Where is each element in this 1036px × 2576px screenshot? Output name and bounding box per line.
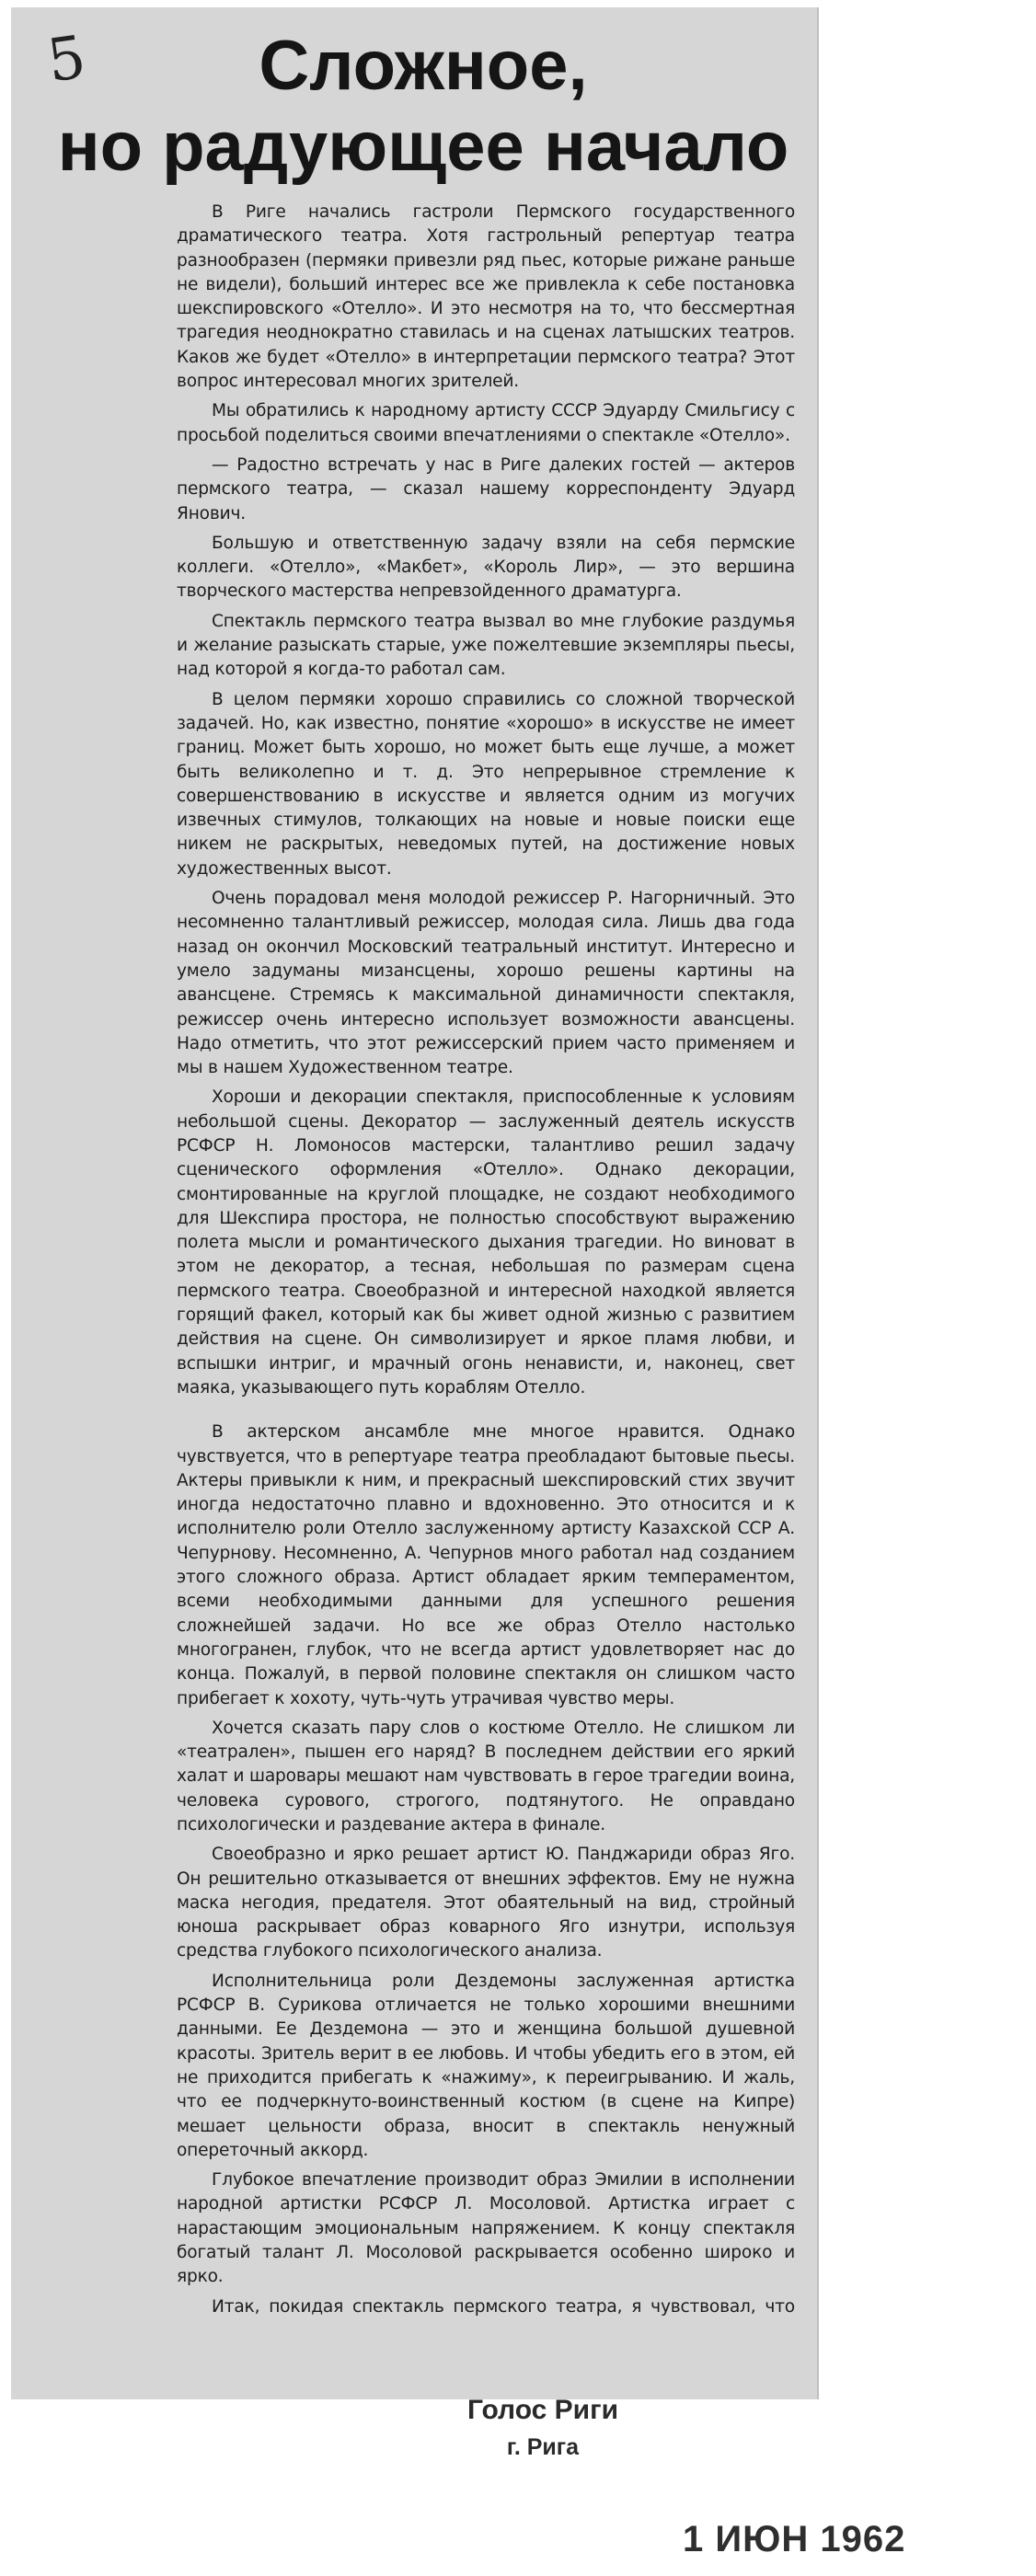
article-paragraph: Хочется сказать пару слов о костюме Отелло. Не слишком ли «театрален», пышен его наряд? В последнем действии его яркий халат и шаровары мешают нам чувствовать в герое трагедии воина, человека сурового, строгого, подтянутого. Не оправдано психологически и раздевание актера в финале. [177,1718,795,1834]
article-paragraph: В Риге начались гастроли Пермского государственного драматического театра. Хотя гастрольный репертуар театра разнообразен (пермяки привезли ряд пьес, которые рижане раньше не видели), больший интерес все же привлекла к себе постановка шекспировского «Отелло». И это несмотря на то, что бессмертная трагедия неоднократно ставилась и на сценах латышских театров. Каков же будет «Отелло» в интерпретации пермского театра? Этот вопрос интересовал многих зрителей. [177,202,795,392]
article-paragraph: Мы обратились к народному артисту СССР Эдуарду Смильгису с просьбой поделиться своими впечатлениями о спектакле «Отелло». [177,401,795,445]
article-paragraph: Исполнительница роли Дездемоны заслуженная артистка РСФСР В. Сурикова отличается не только хорошими внешними данными. Ее Дездемона — это и женщина большой душевной красоты. Зритель верит в ее любовь. И чтобы убедить его в этом, ей не приходится прибегать к «нажиму», к переигрыванию. И жаль, что ее подчеркнуто-воинственный костюм (в сцене на Кипре) мешает цельности образа, вносит в спектакль ненужный опереточный аккорд. [177,1971,795,2160]
article-headline [29,23,817,188]
article-body [177,201,795,2317]
article-paragraph: Своеобразно и ярко решает артист Ю. Панджариди образ Яго. Он решительно отказывается от внешних эффектов. Ему не нужна маска негодия, предателя. Этот обаятельный на вид, стройный юноша раскрывает образ коварного Яго изнутри, используя средства глубокого психологического анализа. [177,1845,795,1961]
newspaper-clipping [11,7,819,2399]
article-paragraph: Спектакль пермского театра вызвал во мне глубокие раздумья и желание разыскать старые, уже пожелтевшие экземпляры пьесы, над которой я когда-то работал сам. [177,611,795,680]
article-paragraph: Итак, покидая спектакль пермского театра, я чувствовал, что [212,2296,795,2317]
newspaper-source [405,2392,681,2466]
article-paragraph: В целом пермяки хорошо справились со сложной творческой задачей. Но, как известно, понятие «хорошо» в искусстве не имеет границ. Может быть хорошо, но может быть еще лучше, а может быть великолепно и т. д. Это непрерывное стремление к совершенствованию в искусстве и является одним из могучих извечных стимулов, толкающих на новые и новые поиски еще никем не раскрытых, неведомых путей, на достижение новых художественных высот. [177,689,795,879]
article-paragraph: Большую и ответственную задачу взяли на себя пермские коллеги. «Отелло», «Макбет», «Король Лир», — это вершина творческого мастерства непревзойденного драматурга. [177,533,795,602]
article-paragraph: Глубокое впечатление производит образ Эмилии в исполнении народной артистки РСФСР Л. Мосоловой. Артистка играет с нарастающим эмоциональным напряжением. К концу спектакля богатый талант Л. Мосоловой раскрывается особенно широко и ярко. [177,2170,795,2287]
article-paragraph: Хороши и декорации спектакля, приспособленные к условиям небольшой сцены. Декоратор — заслуженный деятель искусств РСФСР Н. Ломоносов мастерски, талантливо решил задачу сценического оформления «Отелло». Однако декорации, смонтированные на круглой площадке, не создают необходимого для Шекспира простора, не полностью способствуют выражению полета мысли и романтического дыхания трагедии. Но виноват в этом не декоратор, а тесная, небольшая по размерам сцена пермского театра. Своеобразной и интересной находкой является горящий факел, который как бы живет одной жизнью с развитием действия на сцене. Он символизирует и яркое пламя любви, и вспышки интриг, и мрачный огонь ненависти, и, наконец, свет маяка, указывающего путь кораблям Отелло. [177,1087,795,1397]
newspaper-city: г. Рига [506,2434,580,2460]
article-paragraph: Очень порадовал меня молодой режиссер Р. Нагорничный. Это несомненно талантливый режиссер, молодая сила. Лишь два года назад он окончил Московский театральный институт. Интересно и умело задуманы мизансцены, хорошо решены картины на авансцене. Стремясь к максимальной динамичности спектакля, режиссер очень интересно использует возможности авансцены. Надо отметить, что этот режиссерский прием часто применяем и мы в нашем Художественном театре. [177,889,795,1078]
newspaper-name: Голос Риги [466,2395,619,2425]
date-stamp: 1 ИЮН 1962 [683,2519,906,2559]
handwritten-page-number: 5 [43,23,90,97]
headline-line-2: но радующее начало [57,108,789,186]
headline-line-1: Сложное, [259,27,588,105]
article-paragraph: В актерском ансамбле мне многое нравится. Однако чувствуется, что в репертуаре театра преобладают бытовые пьесы. Актеры привыкли к ним, и прекрасный шекспировский стих звучит иногда недостаточно плавно и вдохновенно. Это относится и к исполнителю роли Отелло заслуженному артисту Казахской ССР А. Чепурнову. Несомненно, А. Чепурнов много работал над созданием этого сложного образа. Артист обладает ярким темпераментом, всеми необходимыми данными для успешного решения сложнейшей задачи. Но все же образ Отелло настолько многогранен, глубок, что не всегда артист удовлетворяет нас до конца. Пожалуй, в первой половине спектакля он слишком часто прибегает к хохоту, чуть-чуть утрачивая чувство меры. [177,1422,795,1708]
article-paragraph: — Радостно встречать у нас в Риге далеких гостей — актеров пермского театра, — сказал нашему корреспонденту Эдуард Янович. [177,454,795,523]
